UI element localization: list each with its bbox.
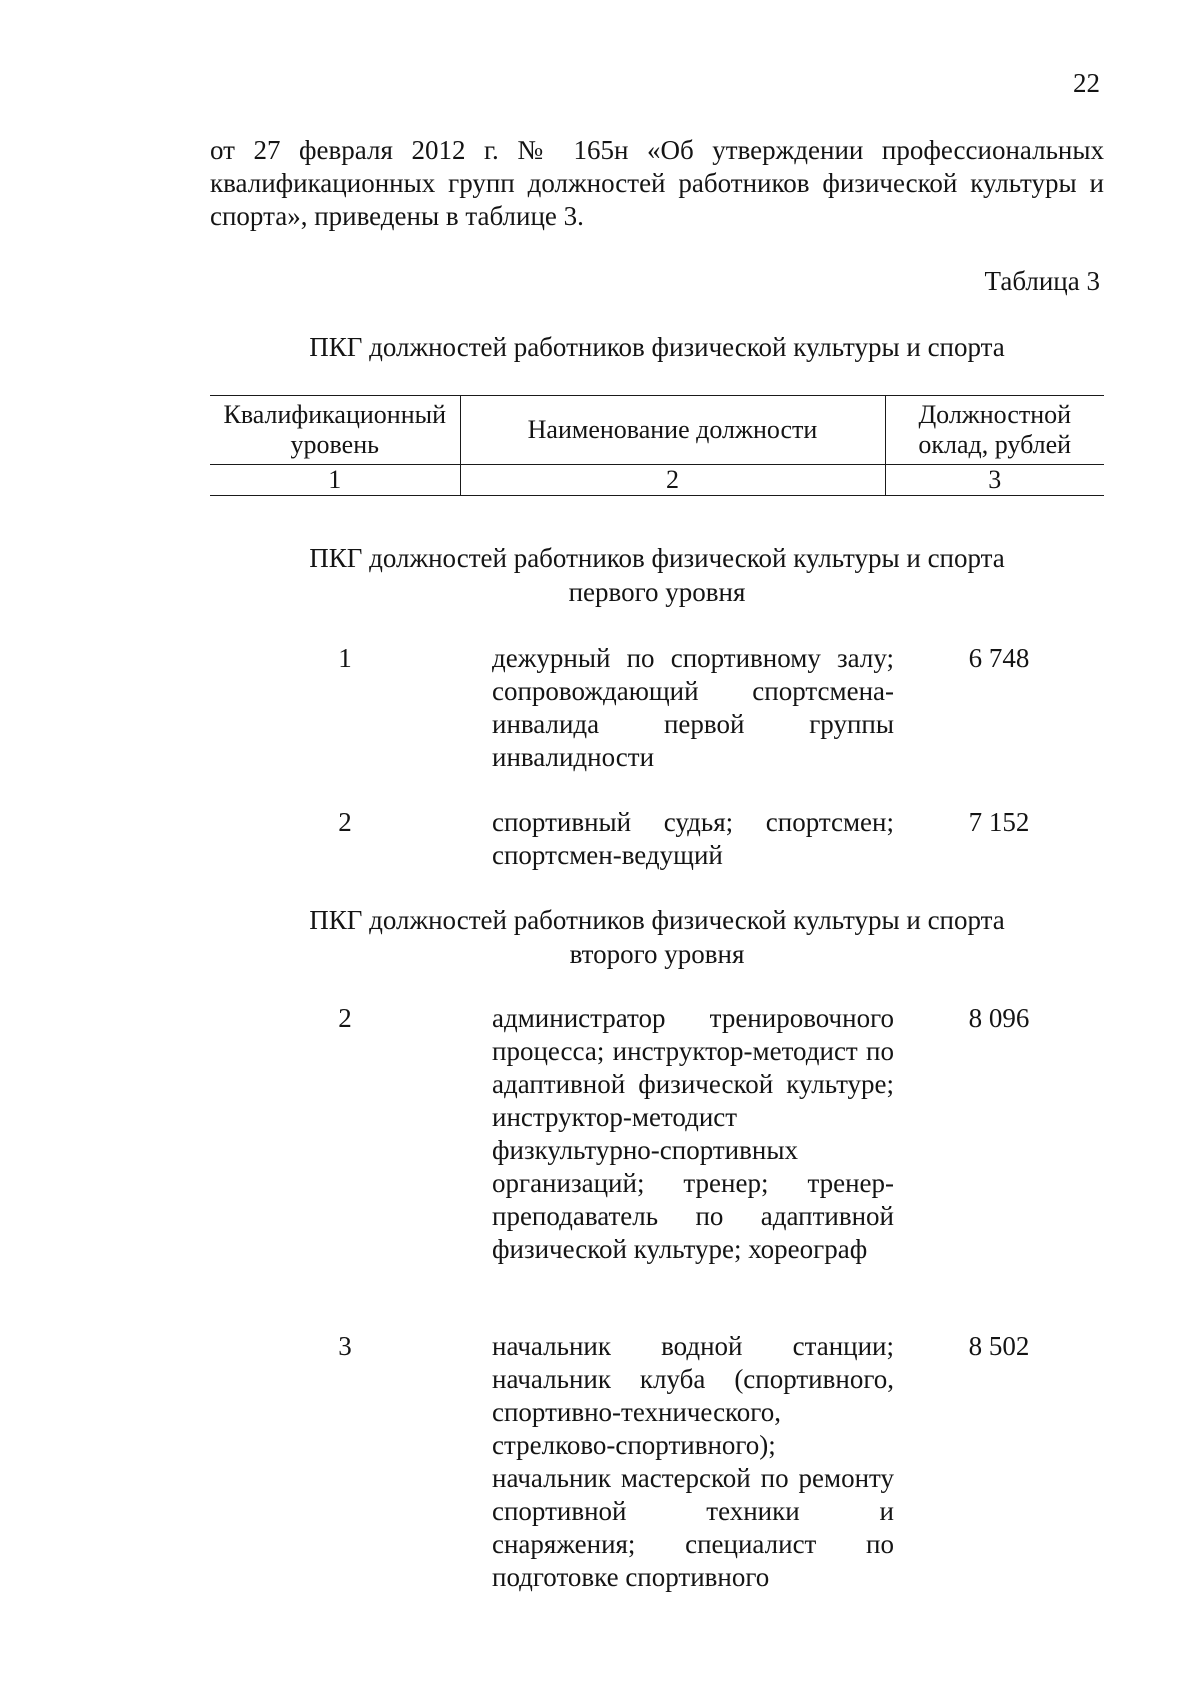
column-header-level: Квалификационный уровень <box>210 396 460 465</box>
column-number: 2 <box>460 465 885 496</box>
group-title-line: ПКГ должностей работников физической культуры и спорта <box>309 543 1005 573</box>
qualification-level: 1 <box>338 643 352 673</box>
column-header-position: Наименование должности <box>460 396 885 465</box>
salary-value: 6 748 <box>968 643 1030 673</box>
qualification-level: 3 <box>338 1331 352 1361</box>
position-names: дежурный по спортивному залу; сопровождающий спортсмена-инвалида первой группы инвалидности <box>492 643 894 772</box>
group-title-line: ПКГ должностей работников физической культуры и спорта <box>309 905 1005 935</box>
position-names: спортивный судья; спортсмен; спортсмен-ведущий <box>492 807 894 870</box>
salary-value: 8 096 <box>968 1003 1030 1033</box>
column-number: 3 <box>885 465 1104 496</box>
column-header-salary: Должностной оклад, рублей <box>885 396 1104 465</box>
page-number: 22 <box>1073 68 1100 98</box>
group-title-line: первого уровня <box>568 577 746 607</box>
column-number-row <box>210 465 1104 496</box>
group-title-second-level <box>210 903 1104 971</box>
group-title-line: второго уровня <box>569 939 745 969</box>
intro-paragraph: от 27 февраля 2012 г. № 165н «Об утверждении профессиональных квалификационных групп должностей работников физической культуры и спорта», приведены в таблице 3. <box>210 135 1104 231</box>
qualification-level: 2 <box>338 807 352 837</box>
salary-value: 7 152 <box>968 807 1030 837</box>
position-names: администратор тренировочного процесса; инструктор-методист по адаптивной физической культуре; инструктор-методист физкультурно-спортивных организаций; тренер; тренер-преподаватель по адаптивной физической культуре; хореограф <box>492 1003 894 1264</box>
table-title: ПКГ должностей работников физической культуры и спорта <box>309 332 1005 362</box>
salary-value: 8 502 <box>968 1331 1030 1361</box>
column-number: 1 <box>210 465 460 496</box>
group-title-first-level <box>210 541 1104 609</box>
table-header <box>210 395 1104 496</box>
header-row <box>210 396 1104 465</box>
table-caption: Таблица 3 <box>984 266 1100 296</box>
qualification-level: 2 <box>338 1003 352 1033</box>
position-names: начальник водной станции; начальник клуба (спортивного, спортивно-технического, стрелково-спортивного); начальник мастерской по ремонту спортивной техники и снаряжения; специалист по подготовке спортивного <box>492 1331 894 1592</box>
